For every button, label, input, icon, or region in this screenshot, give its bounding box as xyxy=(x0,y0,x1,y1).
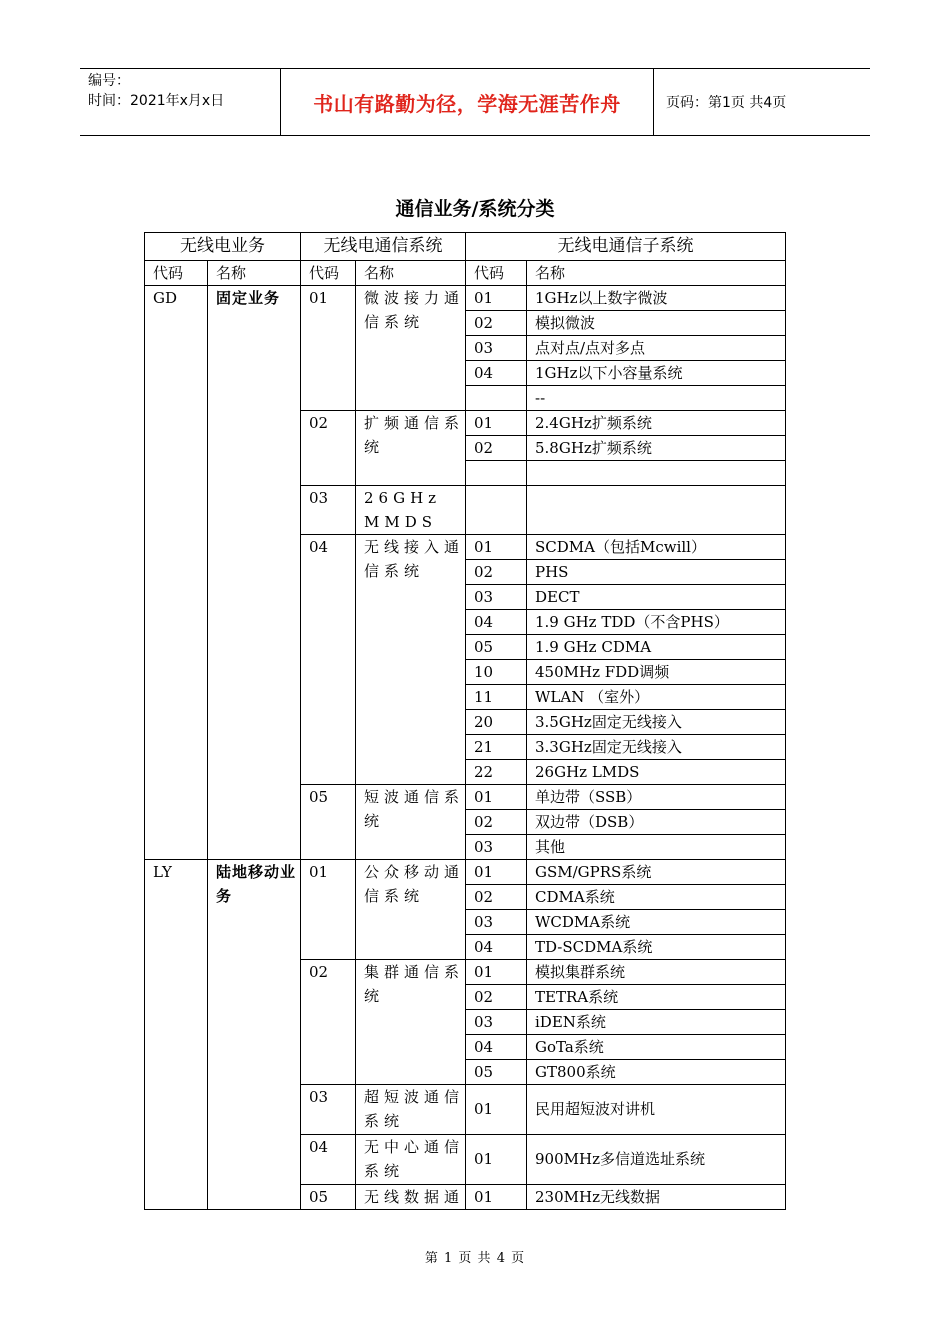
system-code: 05 xyxy=(301,1184,356,1209)
subsystem-code: 04 xyxy=(466,361,527,386)
header-service: 无线电业务 xyxy=(145,233,301,261)
service-name: 陆地移动业务 xyxy=(208,859,301,1209)
system-name: 无线数据通 xyxy=(356,1184,466,1209)
subsystem-name: 3.5GHz固定无线接入 xyxy=(527,709,786,734)
table-row xyxy=(145,286,786,311)
system-code: 03 xyxy=(301,485,356,534)
subsystem-name: GT800系统 xyxy=(527,1059,786,1084)
system-code: 04 xyxy=(301,534,356,784)
subsystem-code: 01 xyxy=(466,411,527,436)
subsystem-code: 01 xyxy=(466,784,527,809)
subsystem-name: 1.9 GHz CDMA xyxy=(527,634,786,659)
system-code: 05 xyxy=(301,784,356,859)
subsystem-code: 01 xyxy=(466,286,527,311)
subsystem-name: SCDMA（包括Mcwill） xyxy=(527,534,786,559)
header-subsystem: 无线电通信子系统 xyxy=(466,233,786,261)
subsystem-code xyxy=(466,485,527,534)
system-name: 短波通信系统 xyxy=(356,784,466,859)
table-sub-header-row xyxy=(145,261,786,286)
subsystem-name xyxy=(527,485,786,534)
document-title: 通信业务/系统分类 xyxy=(395,198,555,220)
subsystem-name: 双边带（DSB） xyxy=(527,809,786,834)
subsystem-name: 230MHz无线数据 xyxy=(527,1184,786,1209)
subsystem-name: CDMA系统 xyxy=(527,884,786,909)
subsystem-code: 05 xyxy=(466,1059,527,1084)
system-name: 无线接入通信系统 xyxy=(356,534,466,784)
subsystem-code: 22 xyxy=(466,759,527,784)
classification-table xyxy=(144,232,786,1210)
subsystem-name xyxy=(527,461,786,486)
system-code: 04 xyxy=(301,1134,356,1184)
subsystem-code: 03 xyxy=(466,336,527,361)
sub-header-cell: 名称 xyxy=(356,261,466,286)
subsystem-code: 10 xyxy=(466,659,527,684)
subsystem-code: 01 xyxy=(466,1084,527,1134)
subsystem-code: 04 xyxy=(466,1034,527,1059)
subsystem-name: GoTa系统 xyxy=(527,1034,786,1059)
subsystem-code: 02 xyxy=(466,809,527,834)
subsystem-name: PHS xyxy=(527,559,786,584)
subsystem-name: 450MHz FDD调频 xyxy=(527,659,786,684)
system-code: 03 xyxy=(301,1084,356,1134)
header-page-number: 页码：第1页 共4页 xyxy=(666,95,787,111)
subsystem-code: 11 xyxy=(466,684,527,709)
page-header xyxy=(80,68,870,136)
subsystem-name: 其他 xyxy=(527,834,786,859)
header-meta xyxy=(80,69,281,135)
subsystem-name: 1.9 GHz TDD（不含PHS） xyxy=(527,609,786,634)
sub-header-cell: 名称 xyxy=(527,261,786,286)
subsystem-code xyxy=(466,386,527,411)
service-code: LY xyxy=(145,859,208,1209)
subsystem-code: 02 xyxy=(466,884,527,909)
subsystem-name: DECT xyxy=(527,584,786,609)
subsystem-name: 1GHz以下小容量系统 xyxy=(527,361,786,386)
subsystem-code: 01 xyxy=(466,959,527,984)
subsystem-code: 01 xyxy=(466,534,527,559)
system-code: 02 xyxy=(301,959,356,1084)
subsystem-name: 5.8GHz扩频系统 xyxy=(527,436,786,461)
subsystem-name: 900MHz多信道选址系统 xyxy=(527,1134,786,1184)
table-row xyxy=(145,859,786,884)
subsystem-name: 民用超短波对讲机 xyxy=(527,1084,786,1134)
subsystem-name: 2.4GHz扩频系统 xyxy=(527,411,786,436)
system-name: 公众移动通信系统 xyxy=(356,859,466,959)
system-code: 01 xyxy=(301,859,356,959)
system-code: 01 xyxy=(301,286,356,411)
subsystem-name: iDEN系统 xyxy=(527,1009,786,1034)
header-motto: 书山有路勤为径，学海无涯苦作舟 xyxy=(281,69,654,135)
subsystem-name: 26GHz LMDS xyxy=(527,759,786,784)
sub-header-cell: 代码 xyxy=(466,261,527,286)
subsystem-code: 03 xyxy=(466,1009,527,1034)
subsystem-code: 01 xyxy=(466,1184,527,1209)
subsystem-code: 03 xyxy=(466,834,527,859)
subsystem-name: 1GHz以上数字微波 xyxy=(527,286,786,311)
subsystem-name: -- xyxy=(527,386,786,411)
subsystem-code: 03 xyxy=(466,909,527,934)
subsystem-name: 模拟微波 xyxy=(527,311,786,336)
subsystem-code: 05 xyxy=(466,634,527,659)
subsystem-code: 02 xyxy=(466,311,527,336)
subsystem-name: WCDMA系统 xyxy=(527,909,786,934)
subsystem-code: 01 xyxy=(466,1134,527,1184)
header-time: 时间：2021年x月x日 xyxy=(88,93,225,109)
sub-header-cell: 代码 xyxy=(301,261,356,286)
header-system: 无线电通信系统 xyxy=(301,233,466,261)
subsystem-code: 02 xyxy=(466,436,527,461)
system-name: 超短波通信系统 xyxy=(356,1084,466,1134)
system-name: 微波接力通信系统 xyxy=(356,286,466,411)
page-footer: 第 1 页 共 4 页 xyxy=(424,1251,526,1266)
system-name: 集群通信系统 xyxy=(356,959,466,1084)
subsystem-name: 3.3GHz固定无线接入 xyxy=(527,734,786,759)
system-name: 扩频通信系统 xyxy=(356,411,466,486)
service-name: 固定业务 xyxy=(208,286,301,860)
system-name: 无中心通信系统 xyxy=(356,1134,466,1184)
subsystem-code: 21 xyxy=(466,734,527,759)
system-name: 26GHz MMDS xyxy=(356,485,466,534)
header-number: 编号： xyxy=(88,73,130,89)
system-code: 02 xyxy=(301,411,356,486)
subsystem-name: WLAN （室外） xyxy=(527,684,786,709)
subsystem-code: 01 xyxy=(466,859,527,884)
sub-header-cell: 名称 xyxy=(208,261,301,286)
subsystem-name: TETRA系统 xyxy=(527,984,786,1009)
subsystem-name: TD-SCDMA系统 xyxy=(527,934,786,959)
subsystem-code xyxy=(466,461,527,486)
subsystem-name: GSM/GPRS系统 xyxy=(527,859,786,884)
subsystem-code: 03 xyxy=(466,584,527,609)
sub-header-cell: 代码 xyxy=(145,261,208,286)
subsystem-name: 点对点/点对多点 xyxy=(527,336,786,361)
subsystem-code: 02 xyxy=(466,559,527,584)
subsystem-name: 单边带（SSB） xyxy=(527,784,786,809)
table-group-header-row xyxy=(145,233,786,261)
subsystem-code: 04 xyxy=(466,934,527,959)
subsystem-code: 20 xyxy=(466,709,527,734)
subsystem-name: 模拟集群系统 xyxy=(527,959,786,984)
service-code: GD xyxy=(145,286,208,860)
subsystem-code: 02 xyxy=(466,984,527,1009)
subsystem-code: 04 xyxy=(466,609,527,634)
